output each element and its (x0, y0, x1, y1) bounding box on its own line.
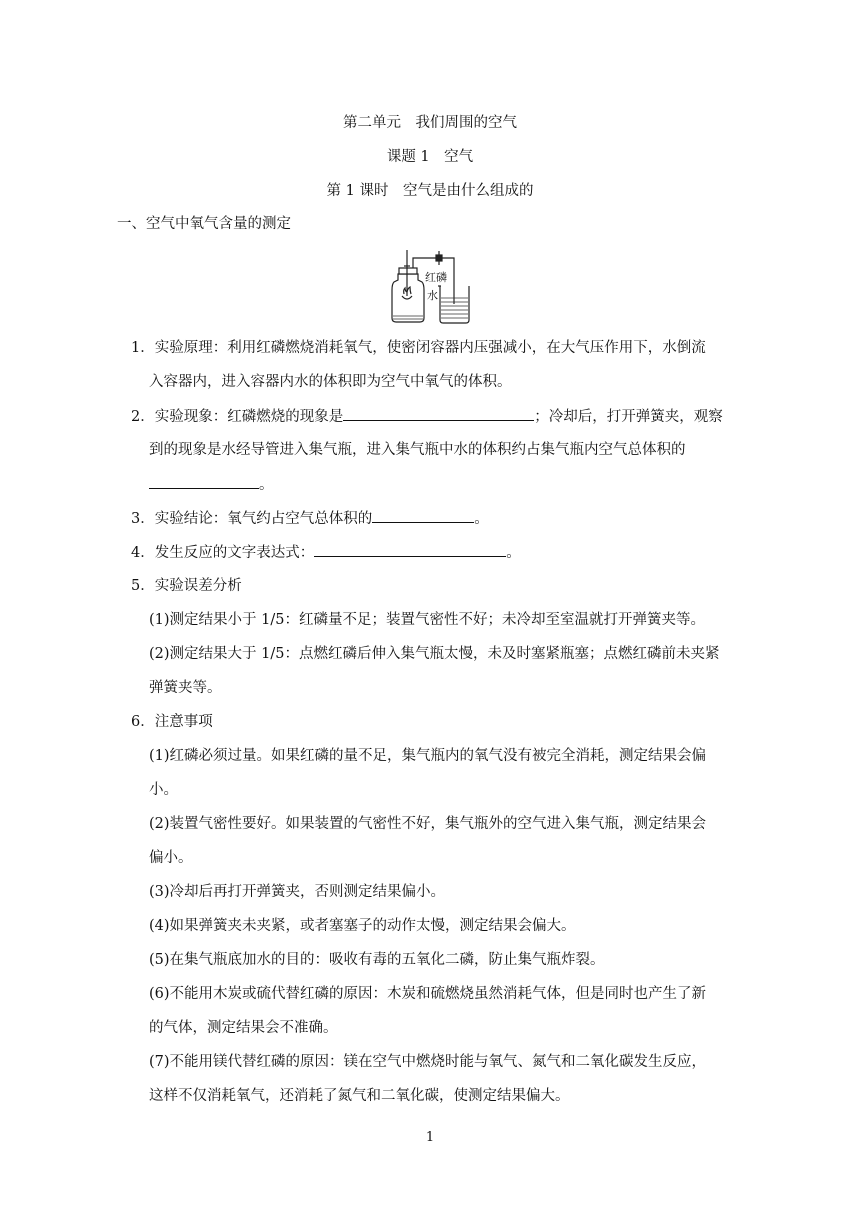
item3-text-pre: 3．实验结论：氧气约占空气总体积的 (131, 511, 373, 527)
item6-p2-line1: (2)装置气密性要好。如果装置的气密性不好，集气瓶外的空气进入集气瓶，测定结果会 (149, 816, 707, 832)
figure-label-red-phosphorus: 红磷 (425, 271, 447, 284)
item3-line (131, 508, 489, 529)
item1-line1: 1．实验原理：利用红磷燃烧消耗氧气，使密闭容器内压强减小，在大气压作用下，水倒流 (131, 340, 706, 356)
item4-text-pre: 4．发生反应的文字表达式： (131, 545, 315, 561)
item4-line (131, 542, 521, 563)
unit-title: 第二单元 我们周围的空气 (343, 115, 517, 131)
item6-p6-line2: 的气体，测定结果会不准确。 (149, 1020, 338, 1036)
page-number: 1 (425, 1130, 435, 1145)
item6-heading: 6．注意事项 (131, 714, 213, 730)
item2-text-pre: 2．实验现象：红磷燃烧的现象是 (131, 409, 344, 425)
item6-p2-line2: 偏小。 (149, 850, 193, 866)
item6-p6-line1: (6)不能用木炭或硫代替红磷的原因：木炭和硫燃烧虽然消耗气体，但是同时也产生了新 (149, 986, 707, 1002)
answer-blank-3[interactable] (372, 508, 474, 523)
figure-label-water: 水 (427, 289, 438, 302)
item2-line3-post: 。 (259, 477, 274, 493)
section-heading: 一、空气中氧气含量的测定 (117, 216, 291, 232)
item6-p1-line2: 小。 (149, 782, 178, 798)
item5-p2-line1: (2)测定结果大于 1/5：点燃红磷后伸入集气瓶太慢，未及时塞紧瓶塞；点燃红磷前未夹紧 (149, 646, 720, 662)
period-title: 第 1 课时 空气是由什么组成的 (326, 183, 534, 199)
item1-line2: 入容器内，进入容器内水的体积即为空气中氧气的体积。 (149, 374, 512, 390)
item2-line2: 到的现象是水经导管进入集气瓶，进入集气瓶中水的体积约占集气瓶内空气总体积的 (149, 442, 686, 458)
answer-blank-1[interactable] (343, 406, 534, 421)
item2-line3 (149, 474, 274, 495)
item4-text-post: 。 (506, 545, 521, 561)
answer-blank-4[interactable] (314, 542, 506, 557)
apparatus-diagram (384, 246, 476, 326)
item6-p5: (5)在集气瓶底加水的目的：吸收有毒的五氧化二磷，防止集气瓶炸裂。 (149, 952, 605, 968)
lesson-title: 课题 1 空气 (386, 149, 474, 165)
item6-p7-line2: 这样不仅消耗氧气，还消耗了氮气和二氧化碳，使测定结果偏大。 (149, 1088, 570, 1104)
item5-p1: (1)测定结果小于 1/5：红磷量不足；装置气密性不好；未冷却至室温就打开弹簧夹等。 (149, 612, 705, 628)
item2-text-post: ；冷却后，打开弹簧夹，观察 (534, 409, 723, 425)
item5-p2-line2: 弹簧夹等。 (149, 680, 222, 696)
item6-p3: (3)冷却后再打开弹簧夹，否则测定结果偏小。 (149, 884, 446, 900)
item3-text-post: 。 (474, 511, 489, 527)
apparatus-figure (384, 246, 476, 326)
item5-heading: 5．实验误差分析 (131, 578, 242, 594)
item6-p7-line1: (7)不能用镁代替红磷的原因：镁在空气中燃烧时能与氧气、氮气和二氧化碳发生反应， (149, 1054, 707, 1070)
item2-line1 (131, 406, 723, 427)
answer-blank-2[interactable] (149, 474, 259, 489)
item6-p1-line1: (1)红磷必须过量。如果红磷的量不足，集气瓶内的氧气没有被完全消耗，测定结果会偏 (149, 748, 707, 764)
item6-p4: (4)如果弹簧夹未夹紧，或者塞塞子的动作太慢，测定结果会偏大。 (149, 918, 576, 934)
